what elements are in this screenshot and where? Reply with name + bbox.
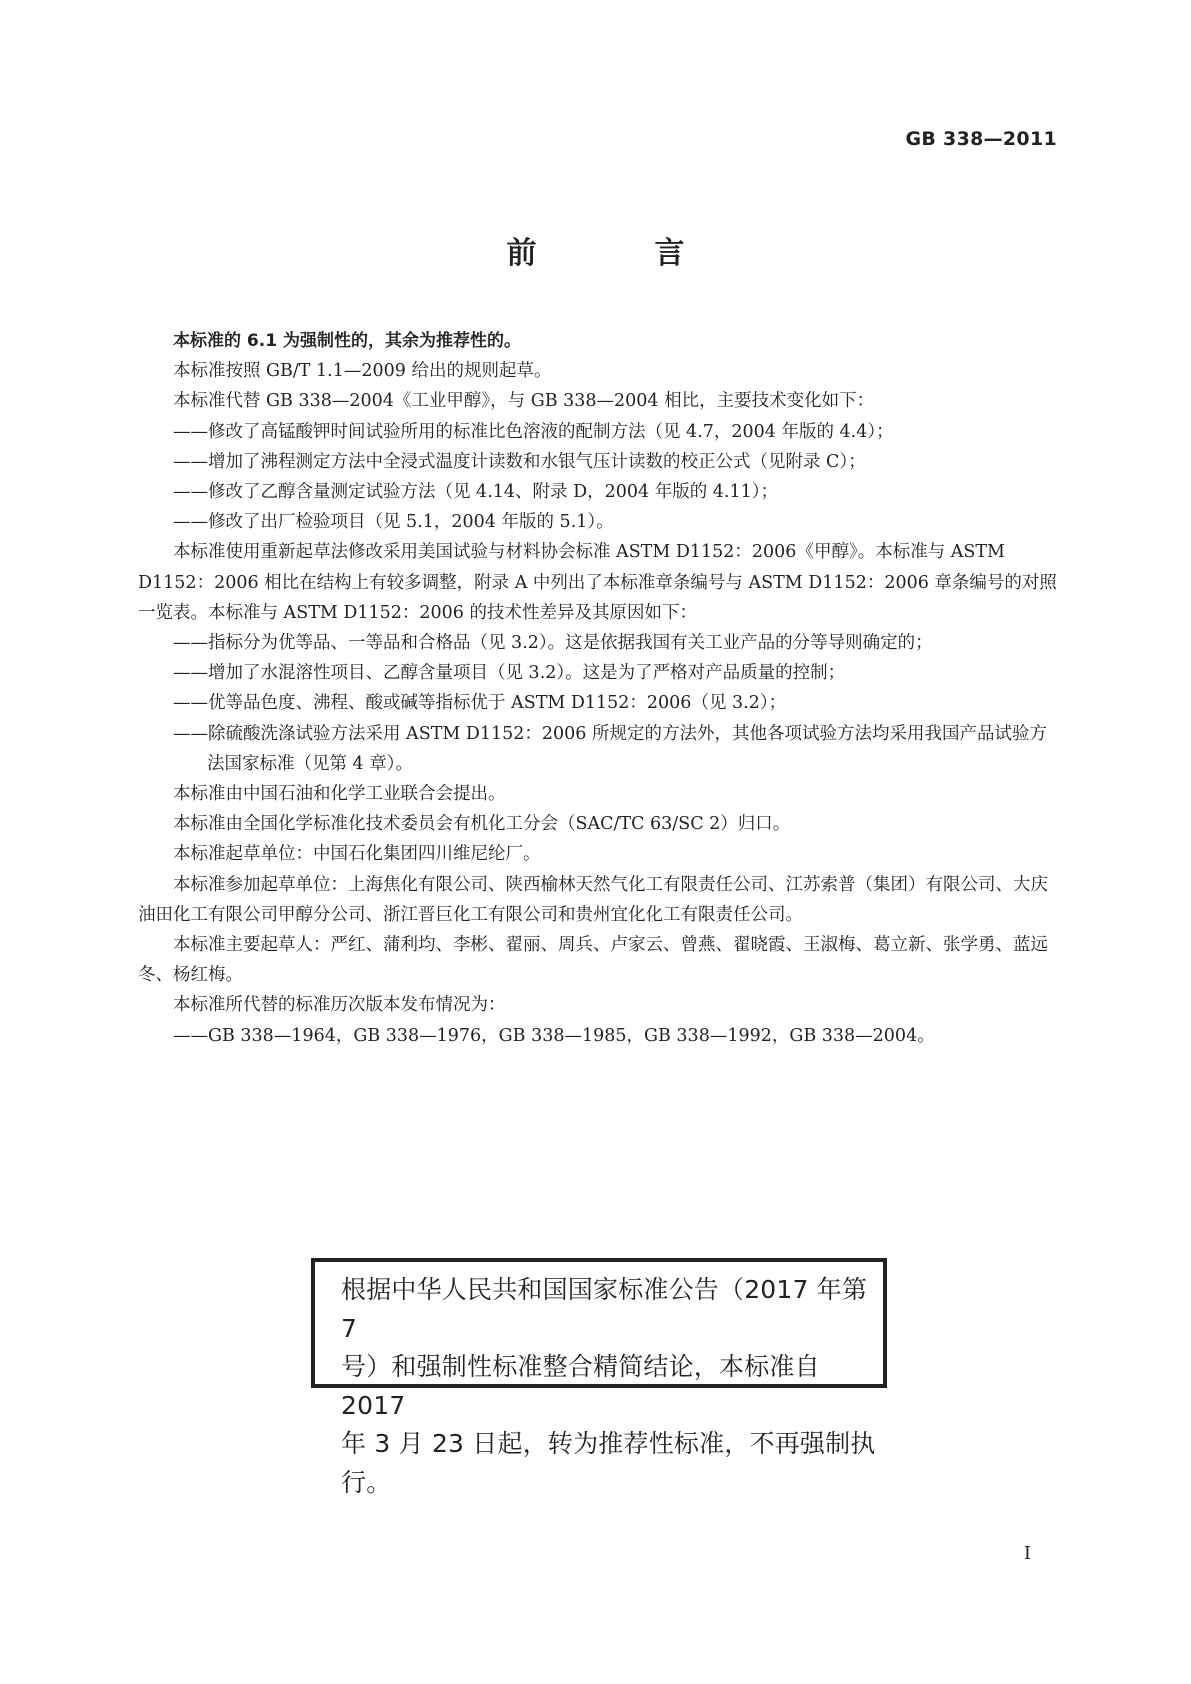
- paragraph-replaces: 本标准代替 GB 338—2004《工业甲醇》，与 GB 338—2004 相比，主要技术变化如下：: [173, 391, 875, 412]
- foreword-body: [138, 326, 1058, 1051]
- paragraph-drafters: 本标准主要起草人：严红、蒲利均、李彬、翟丽、周兵、卢家云、曾燕、翟晓霞、王淑梅、葛立新、张学勇、蓝远冬、杨红梅。: [138, 935, 1048, 986]
- list-item: ——指标分为优等品、一等品和合格品（见 3.2）。这是依据我国有关工业产品的分等导则确定的；: [173, 633, 933, 654]
- list-item: ——增加了沸程测定方法中全浸式温度计读数和水银气压计读数的校正公式（见附录 C）；: [173, 451, 866, 472]
- paragraph-history: 本标准所代替的标准历次版本发布情况为：: [173, 995, 506, 1016]
- list-item: ——修改了高锰酸钾时间试验所用的标准比色溶液的配制方法（见 4.7，2004 年版的 4.4）；: [173, 421, 894, 442]
- notice-line: 年 3 月 23 日起，转为推荐性标准，不再强制执行。: [341, 1429, 876, 1497]
- standard-code: GB 338—2011: [905, 128, 1057, 150]
- paragraph-astm-adoption: 本标准使用重新起草法修改采用美国试验与材料协会标准 ASTM D1152：2006《甲醇》。本标准与 ASTM D1152：2006 相比在结构上有较多调整，附录 A 中列出了本标准章条编号与 ASTM D1152：2006 章条编号的对照一览表。本标准与 ASTM D1152：2006 的技术性差异及其原因如下：: [138, 542, 1057, 623]
- notice-box: [311, 1258, 887, 1497]
- list-item: ——优等品色度、沸程、酸或碱等指标优于 ASTM D1152：2006（见 3.2）；: [173, 693, 787, 714]
- list-item: ——增加了水混溶性项目、乙醇含量项目（见 3.2）。这是为了严格对产品质量的控制；: [173, 663, 846, 684]
- paragraph-mandatory-clause: 本标准的 6.1 为强制性的，其余为推荐性的。: [173, 331, 521, 351]
- paragraph-drafting-rules: 本标准按照 GB/T 1.1—2009 给出的规则起草。: [173, 361, 552, 382]
- list-item: ——GB 338—1964，GB 338—1976，GB 338—1985，GB 338—1992，GB 338—2004。: [173, 1025, 935, 1046]
- paragraph-drafting-unit: 本标准起草单位：中国石化集团四川维尼纶厂。: [173, 844, 541, 865]
- list-item: ——修改了乙醇含量测定试验方法（见 4.14、附录 D，2004 年版的 4.11）；: [173, 482, 778, 503]
- list-item: ——修改了出厂检验项目（见 5.1，2004 年版的 5.1）。: [173, 512, 614, 533]
- notice-line: 根据中华人民共和国国家标准公告（2017 年第 7: [341, 1275, 868, 1343]
- paragraph-proposer: 本标准由中国石油和化学工业联合会提出。: [173, 784, 506, 805]
- notice-line: 号）和强制性标准整合精简结论，本标准自 2017: [341, 1352, 820, 1420]
- page-title: 前 言: [506, 236, 729, 271]
- list-item: ——除硫酸洗涤试验方法采用 ASTM D1152：2006 所规定的方法外，其他各项试验方法均采用我国产品试验方法国家标准（见第 4 章）。: [173, 723, 1048, 774]
- paragraph-participating-units: 本标准参加起草单位：上海焦化有限公司、陕西榆林天然气化工有限责任公司、江苏索普（集团）有限公司、大庆油田化工有限公司甲醇分公司、浙江晋巨化工有限公司和贵州宜化化工有限责任公司。: [138, 874, 1048, 925]
- paragraph-committee: 本标准由全国化学标准化技术委员会有机化工分会（SAC/TC 63/SC 2）归口。: [173, 814, 791, 835]
- page-number: I: [1023, 1543, 1031, 1564]
